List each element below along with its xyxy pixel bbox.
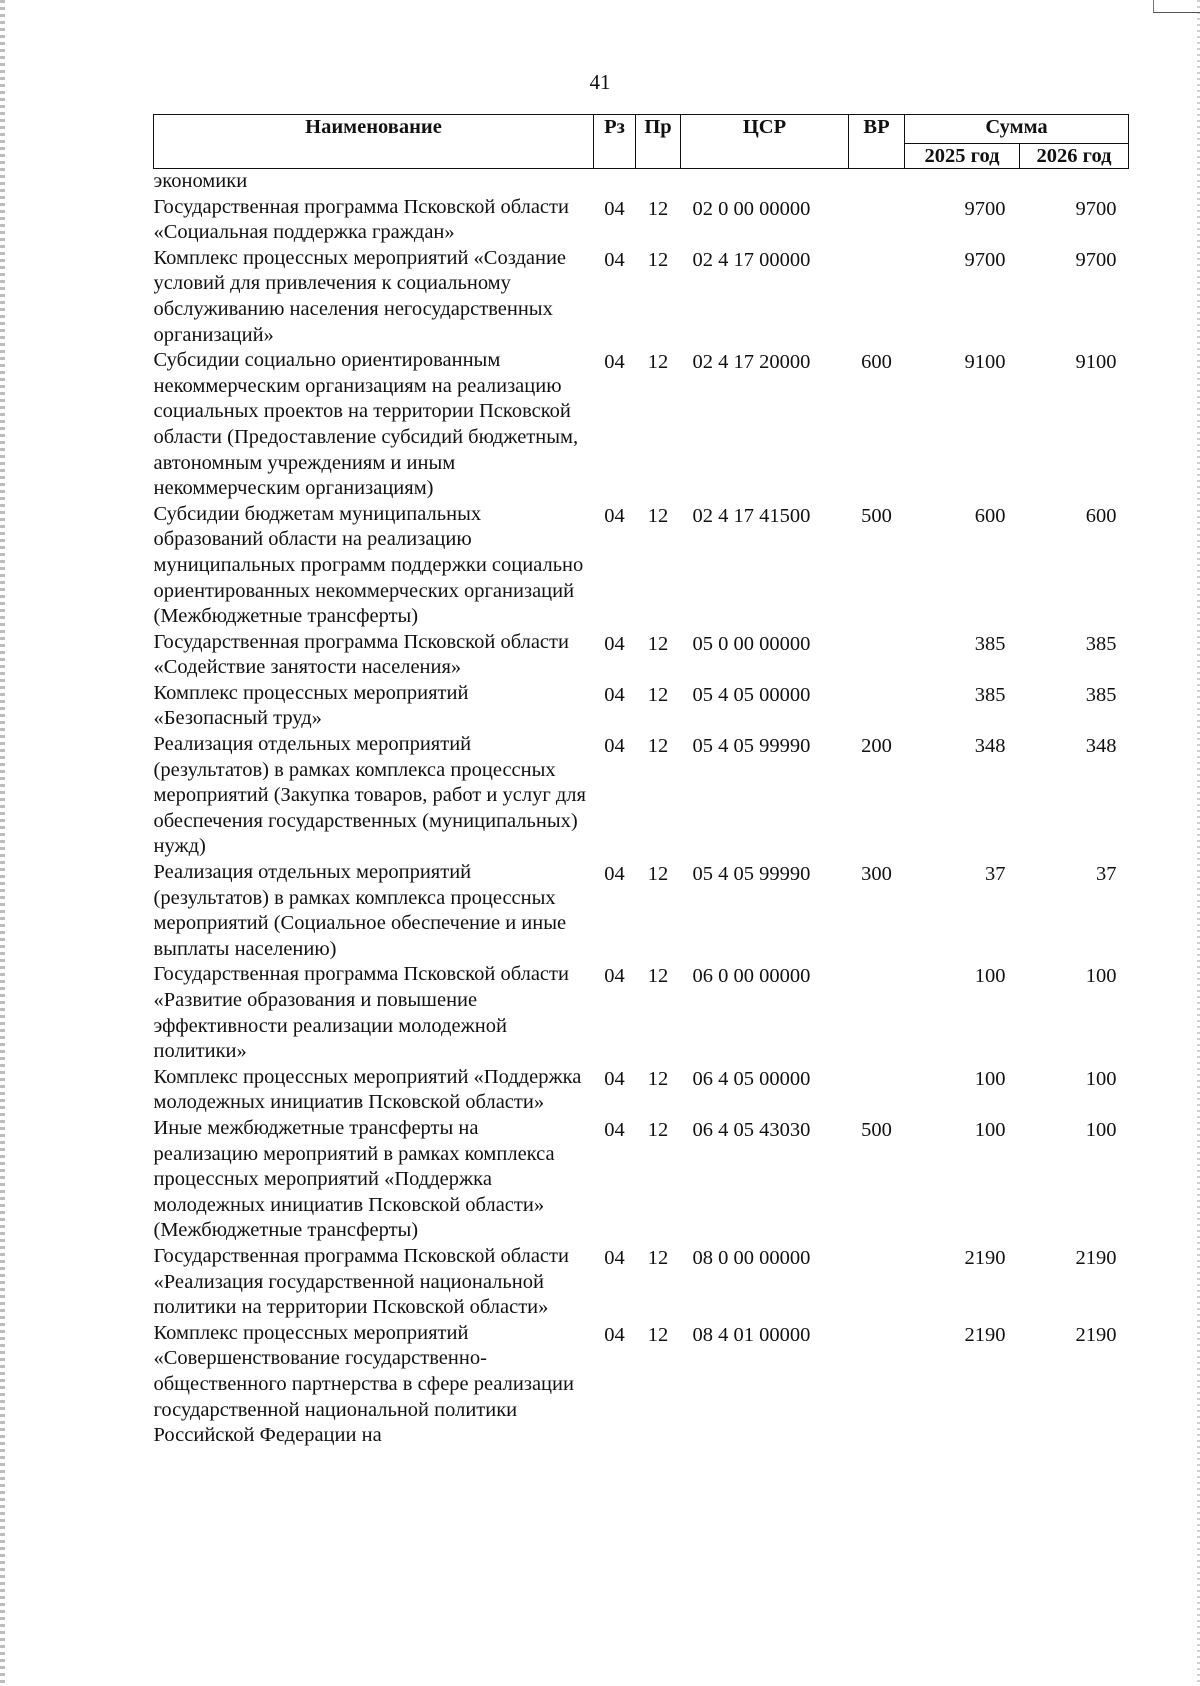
rz-cell: 04 [604,1246,625,1269]
vr-cell [849,169,905,195]
amount-2025-cell: 9700 [964,248,1006,271]
budget-table [153,114,1129,1449]
pr-cell: 12 [647,248,669,271]
amount-2025-cell: 100 [974,1118,1006,1141]
vr-cell [849,1321,905,1449]
amount-2026-cell: 100 [1085,1118,1117,1141]
name-cell: Государственная программа Псковской области «Реализация государственной национальной политики на территории Псковской области» [153,1244,569,1319]
page-number: 41 [589,70,611,94]
csr-cell: 05 0 00 00000 [692,632,811,655]
name-cell: Субсидии социально ориентированным некоммерческим организациям на реализацию социальных проектов на территории Псковской области (Предоставление субсидий бюджетным, автономным учреждениям и иным некоммерческим организациям) [153,349,579,500]
name-cell: Реализация отдельных мероприятий (результатов) в рамках комплекса процессных мероприятий (Закупка товаров, работ и услуг для обеспечения государственных (муниципальных) нужд) [153,733,586,858]
amount-2025-cell: 9100 [964,351,1006,374]
table-row [154,169,1129,195]
vr-cell: 200 [861,735,892,758]
header-csr: ЦСР [681,115,849,169]
pr-cell: 12 [647,632,669,655]
table-header [154,115,1129,169]
amount-2025-cell: 385 [974,683,1006,706]
csr-cell: 05 4 05 99990 [692,735,811,758]
header-year-2026: 2026 год [1020,144,1129,169]
name-cell: Государственная программа Псковской области «Развитие образования и повышение эффективности реализации молодежной политики» [153,963,569,1063]
vr-cell [849,246,905,348]
table-row [154,681,1129,732]
amount-2026-cell: 385 [1085,632,1117,655]
name-cell: экономики [153,170,248,192]
vr-cell: 500 [861,504,892,527]
amount-2025-cell: 2190 [964,1323,1006,1346]
table-row [154,1321,1129,1449]
header-year-2025: 2025 год [905,144,1020,169]
name-cell: Субсидии бюджетам муниципальных образований области на реализацию муниципальных программ поддержки социально ориентированных некоммерческих организаций (Межбюджетные трансферты) [153,502,584,628]
pr-cell: 12 [647,1118,669,1141]
table-row [154,195,1129,246]
pr-cell: 12 [647,735,669,758]
rz-cell: 04 [604,504,625,527]
amount-2025-cell [905,169,1020,195]
pr-cell: 12 [647,351,669,374]
table-row [154,348,1129,502]
pr-cell: 12 [647,863,669,886]
pr-cell: 12 [647,197,669,220]
vr-cell [849,1244,905,1321]
rz-cell: 04 [604,632,625,655]
csr-cell: 05 4 05 99990 [692,863,811,886]
amount-2026-cell: 9100 [1075,351,1117,374]
name-cell: Реализация отдельных мероприятий (результатов) в рамках комплекса процессных мероприятий (Социальное обеспечение и иные выплаты населению) [153,861,567,960]
vr-cell [849,195,905,246]
rz-cell: 04 [604,197,625,220]
rz-cell: 04 [604,965,625,988]
vr-cell: 600 [861,351,892,374]
table-row [154,732,1129,860]
name-cell: Комплекс процессных мероприятий «Безопасный труд» [153,681,469,730]
csr-cell [681,169,849,195]
amount-2025-cell: 2190 [964,1246,1006,1269]
header-sum: Сумма [905,115,1129,144]
csr-cell: 02 0 00 00000 [692,197,811,220]
amount-2026-cell: 385 [1085,683,1117,706]
vr-cell [849,1065,905,1116]
pr-cell: 12 [647,1067,669,1090]
rz-cell: 04 [604,863,625,886]
header-rz: Рз [594,115,636,169]
amount-2025-cell: 100 [974,1067,1006,1090]
amount-2025-cell: 100 [974,965,1006,988]
header-name: Наименование [154,115,594,169]
amount-2026-cell [1020,169,1129,195]
name-cell: Комплекс процессных мероприятий «Поддержка молодежных инициатив Псковской области» [153,1065,582,1114]
vr-cell [849,681,905,732]
rz-cell: 04 [604,1067,625,1090]
amount-2026-cell: 2190 [1075,1323,1117,1346]
amount-2026-cell: 2190 [1075,1246,1117,1269]
vr-cell: 300 [861,863,892,886]
vr-cell [849,630,905,681]
amount-2026-cell: 100 [1085,1067,1117,1090]
rz-cell: 04 [604,683,625,706]
amount-2025-cell: 385 [974,632,1006,655]
rz-cell: 04 [604,1118,625,1141]
pr-cell: 12 [647,1246,669,1269]
rz-cell: 04 [604,351,625,374]
table-row [154,630,1129,681]
name-cell: Иные межбюджетные трансферты на реализацию мероприятий в рамках комплекса процессных мероприятий «Поддержка молодежных инициатив Псковской области» (Межбюджетные трансферты) [153,1116,555,1242]
table-row [154,1244,1129,1321]
header-pr: Пр [636,115,681,169]
csr-cell: 02 4 17 41500 [692,504,811,527]
rz-cell: 04 [604,1323,625,1346]
rz-cell: 04 [604,248,625,271]
scan-left-edge [0,0,5,1686]
amount-2026-cell: 348 [1085,735,1117,758]
header-vr: ВР [849,115,905,169]
table-row [154,246,1129,348]
table-body [154,169,1129,1449]
pr-cell: 12 [647,504,669,527]
amount-2025-cell: 600 [974,504,1006,527]
csr-cell: 05 4 05 00000 [692,683,811,706]
table-row [154,1116,1129,1244]
table-row [154,962,1129,1064]
scan-corner-mark [1153,0,1200,13]
amount-2026-cell: 100 [1085,965,1117,988]
amount-2026-cell: 600 [1085,504,1117,527]
pr-cell: 12 [647,965,669,988]
pr-cell: 12 [647,1323,669,1346]
pr-cell [636,169,681,195]
csr-cell: 06 0 00 00000 [692,965,811,988]
pr-cell: 12 [647,683,669,706]
table-row [154,502,1129,630]
csr-cell: 08 4 01 00000 [692,1323,811,1346]
csr-cell: 02 4 17 20000 [692,351,811,374]
table-row [154,1065,1129,1116]
amount-2025-cell: 348 [974,735,1006,758]
name-cell: Государственная программа Псковской области «Социальная поддержка граждан» [153,195,569,244]
amount-2025-cell: 37 [985,863,1006,886]
name-cell: Комплекс процессных мероприятий «Совершенствование государственно-общественного партнерства в сфере реализации государственной национальной политики Российской Федерации на [153,1321,574,1447]
amount-2025-cell: 9700 [964,197,1006,220]
rz-cell [594,169,636,195]
csr-cell: 06 4 05 00000 [692,1067,811,1090]
table-row [154,860,1129,962]
name-cell: Комплекс процессных мероприятий «Создание условий для привлечения к социальному обслуживанию населения негосударственных организаций» [153,246,567,346]
rz-cell: 04 [604,735,625,758]
amount-2026-cell: 37 [1096,863,1117,886]
vr-cell: 500 [861,1118,892,1141]
amount-2026-cell: 9700 [1075,248,1117,271]
csr-cell: 02 4 17 00000 [692,248,811,271]
vr-cell [849,962,905,1064]
amount-2026-cell: 9700 [1075,197,1117,220]
csr-cell: 08 0 00 00000 [692,1246,811,1269]
name-cell: Государственная программа Псковской области «Содействие занятости населения» [153,630,569,679]
csr-cell: 06 4 05 43030 [692,1118,811,1141]
